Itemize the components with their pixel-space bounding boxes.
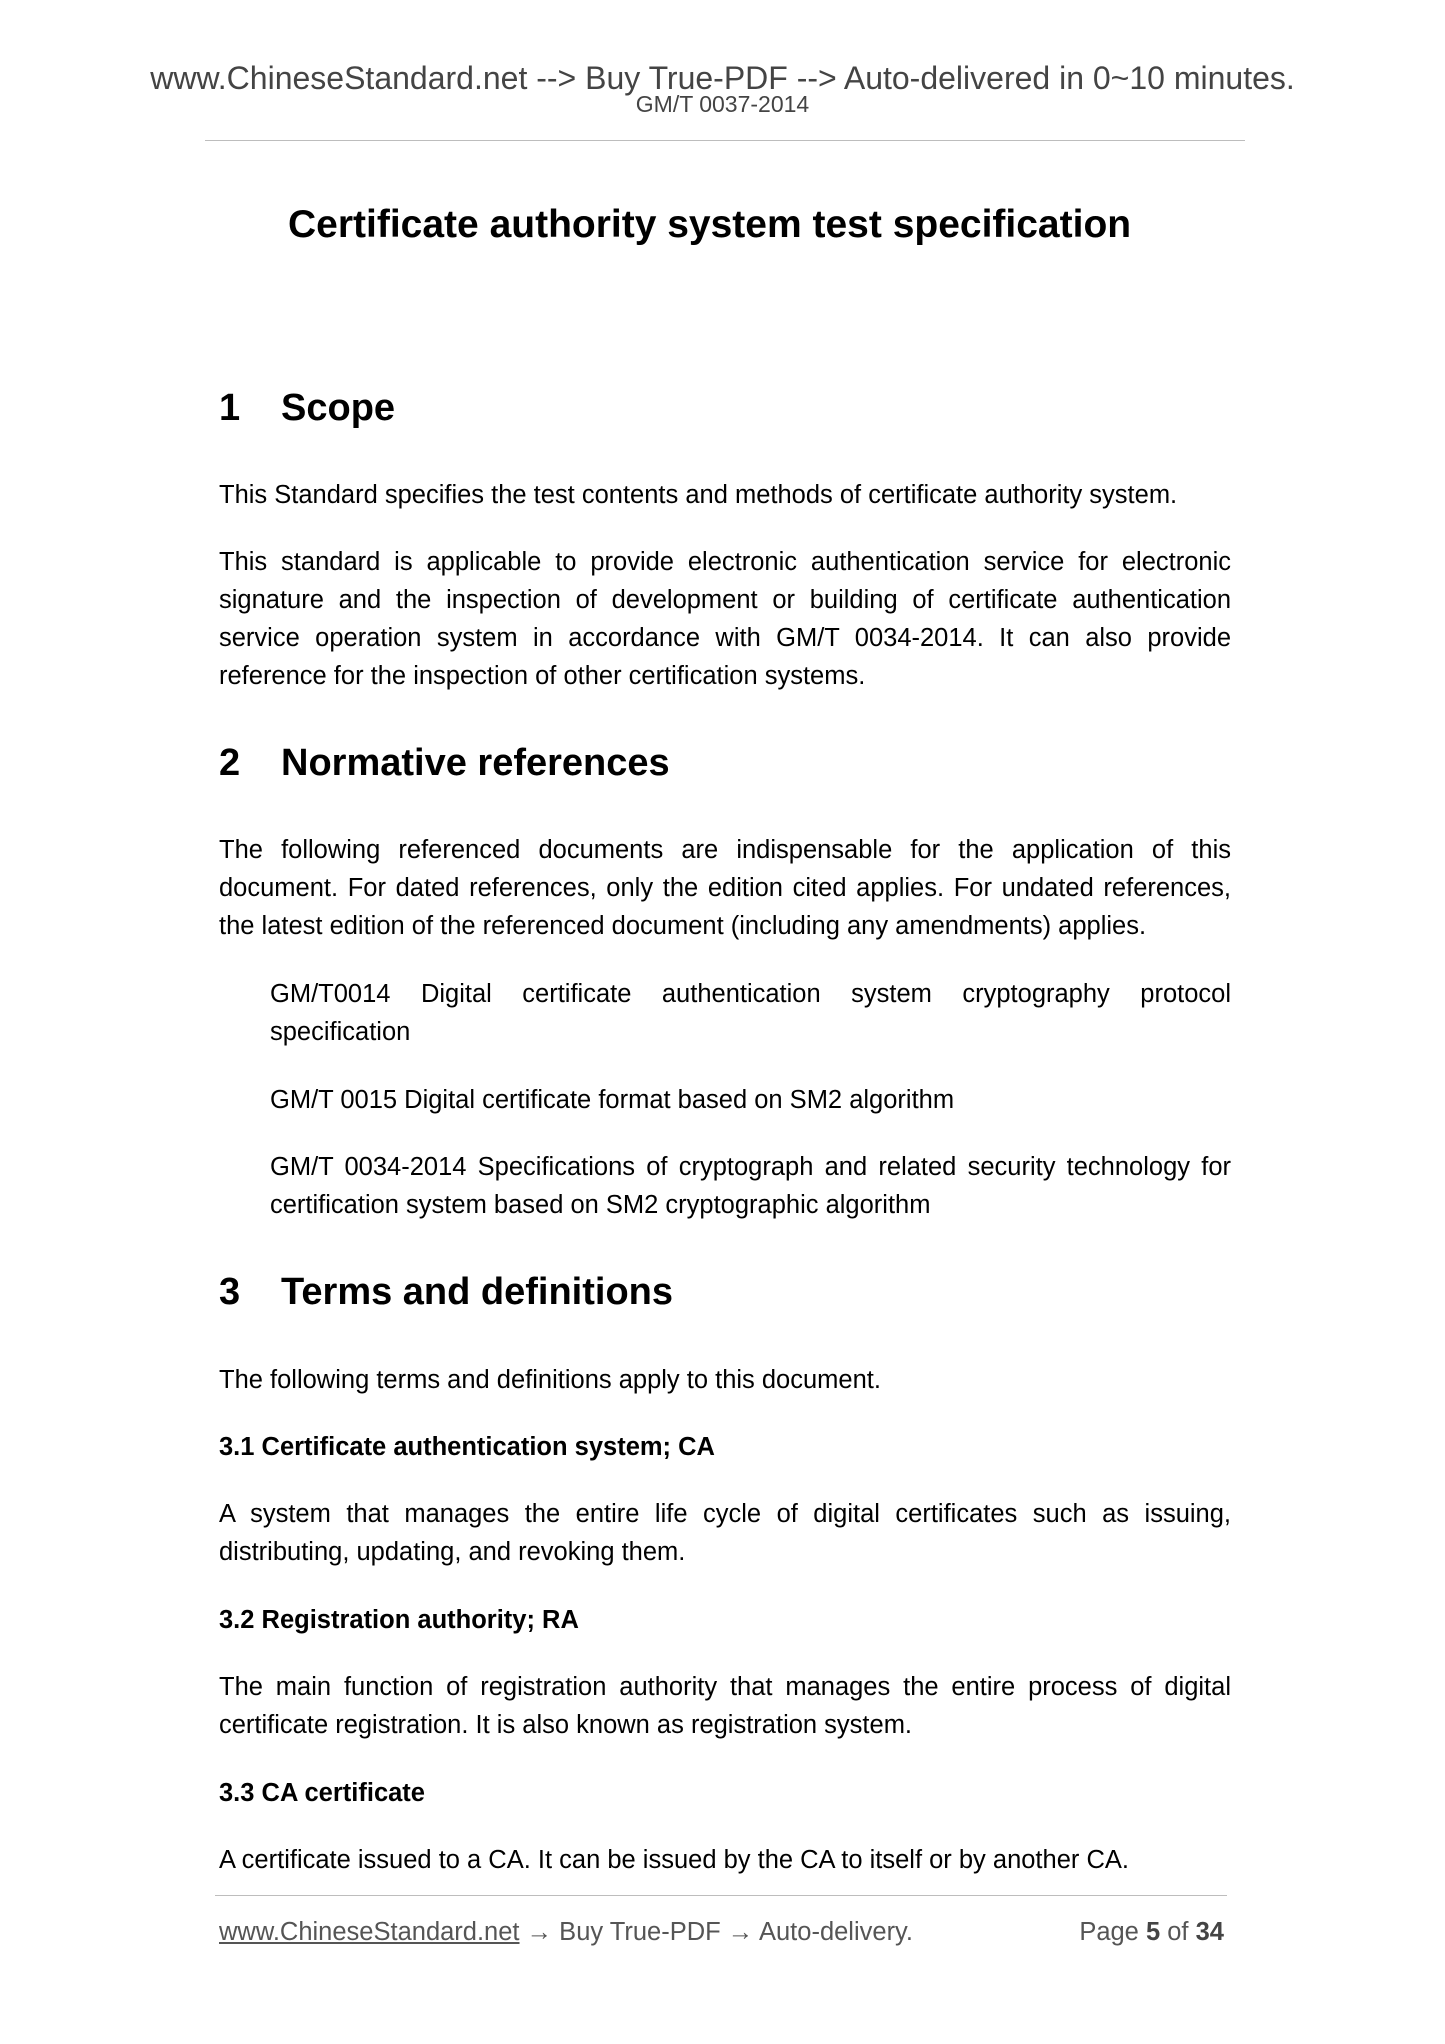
page-total: 34 <box>1195 1918 1224 1946</box>
term-heading: 3.1 Certificate authentication system; CA <box>219 1433 715 1461</box>
page-indicator <box>1079 1915 1224 1949</box>
page-footer <box>219 1915 1224 1949</box>
of-label: of <box>1167 1918 1189 1946</box>
paragraph: The following referenced documents are indispensable for the application of this document. For dated references, only the edition cited applies. For undated references, the latest edition of the referenced document (including any amendments) applies. <box>219 836 1231 940</box>
page-title: Certificate authority system test specification <box>288 203 1132 246</box>
section-title: Terms and definitions <box>281 1271 674 1313</box>
paragraph: This Standard specifies the test contents and methods of certificate authority system. <box>219 481 1178 509</box>
footer-site-link[interactable]: www.ChineseStandard.net <box>219 1918 520 1946</box>
term-definition: The main function of registration authority that manages the entire process of digital certificate registration. It is also known as registration system. <box>219 1673 1231 1739</box>
term-heading: 3.3 CA certificate <box>219 1779 425 1807</box>
paragraph: This standard is applicable to provide electronic authentication service for electronic signature and the inspection of development or building of certificate authentication service operation system in accordance with GM/T 0034-2014. It can also provide reference for the inspection of other certification systems. <box>219 548 1231 690</box>
section-1-heading <box>219 384 395 432</box>
section-3-heading <box>219 1268 673 1316</box>
reference-item: GM/T0014 Digital certificate authentication system cryptography protocol specification <box>270 980 1231 1046</box>
section-number: 3 <box>219 1271 241 1313</box>
paragraph: The following terms and definitions apply to this document. <box>219 1366 881 1394</box>
document-code: GM/T 0037-2014 <box>635 91 810 117</box>
footer-tagline: → Buy True-PDF → Auto-delivery. <box>519 1918 913 1946</box>
header-banner: www.ChineseStandard.net --> Buy True-PDF --> Auto-delivered in 0~10 minutes. <box>150 60 1295 96</box>
page-number: 5 <box>1145 1918 1161 1946</box>
term-definition: A system that manages the entire life cycle of digital certificates such as issuing, distributing, updating, and revoking them. <box>219 1500 1231 1566</box>
term-heading: 3.2 Registration authority; RA <box>219 1606 579 1634</box>
footer-divider <box>215 1895 1227 1896</box>
section-number: 2 <box>219 742 241 784</box>
section-title: Scope <box>281 387 396 429</box>
reference-item: GM/T 0015 Digital certificate format based on SM2 algorithm <box>270 1086 955 1114</box>
section-number: 1 <box>219 387 241 429</box>
section-2-heading <box>219 739 670 787</box>
reference-item: GM/T 0034-2014 Specifications of cryptograph and related security technology for certification system based on SM2 cryptographic algorithm <box>270 1153 1231 1219</box>
page-label: Page <box>1079 1918 1139 1946</box>
term-definition: A certificate issued to a CA. It can be issued by the CA to itself or by another CA. <box>219 1846 1129 1874</box>
header-divider <box>205 140 1245 141</box>
section-title: Normative references <box>281 742 670 784</box>
